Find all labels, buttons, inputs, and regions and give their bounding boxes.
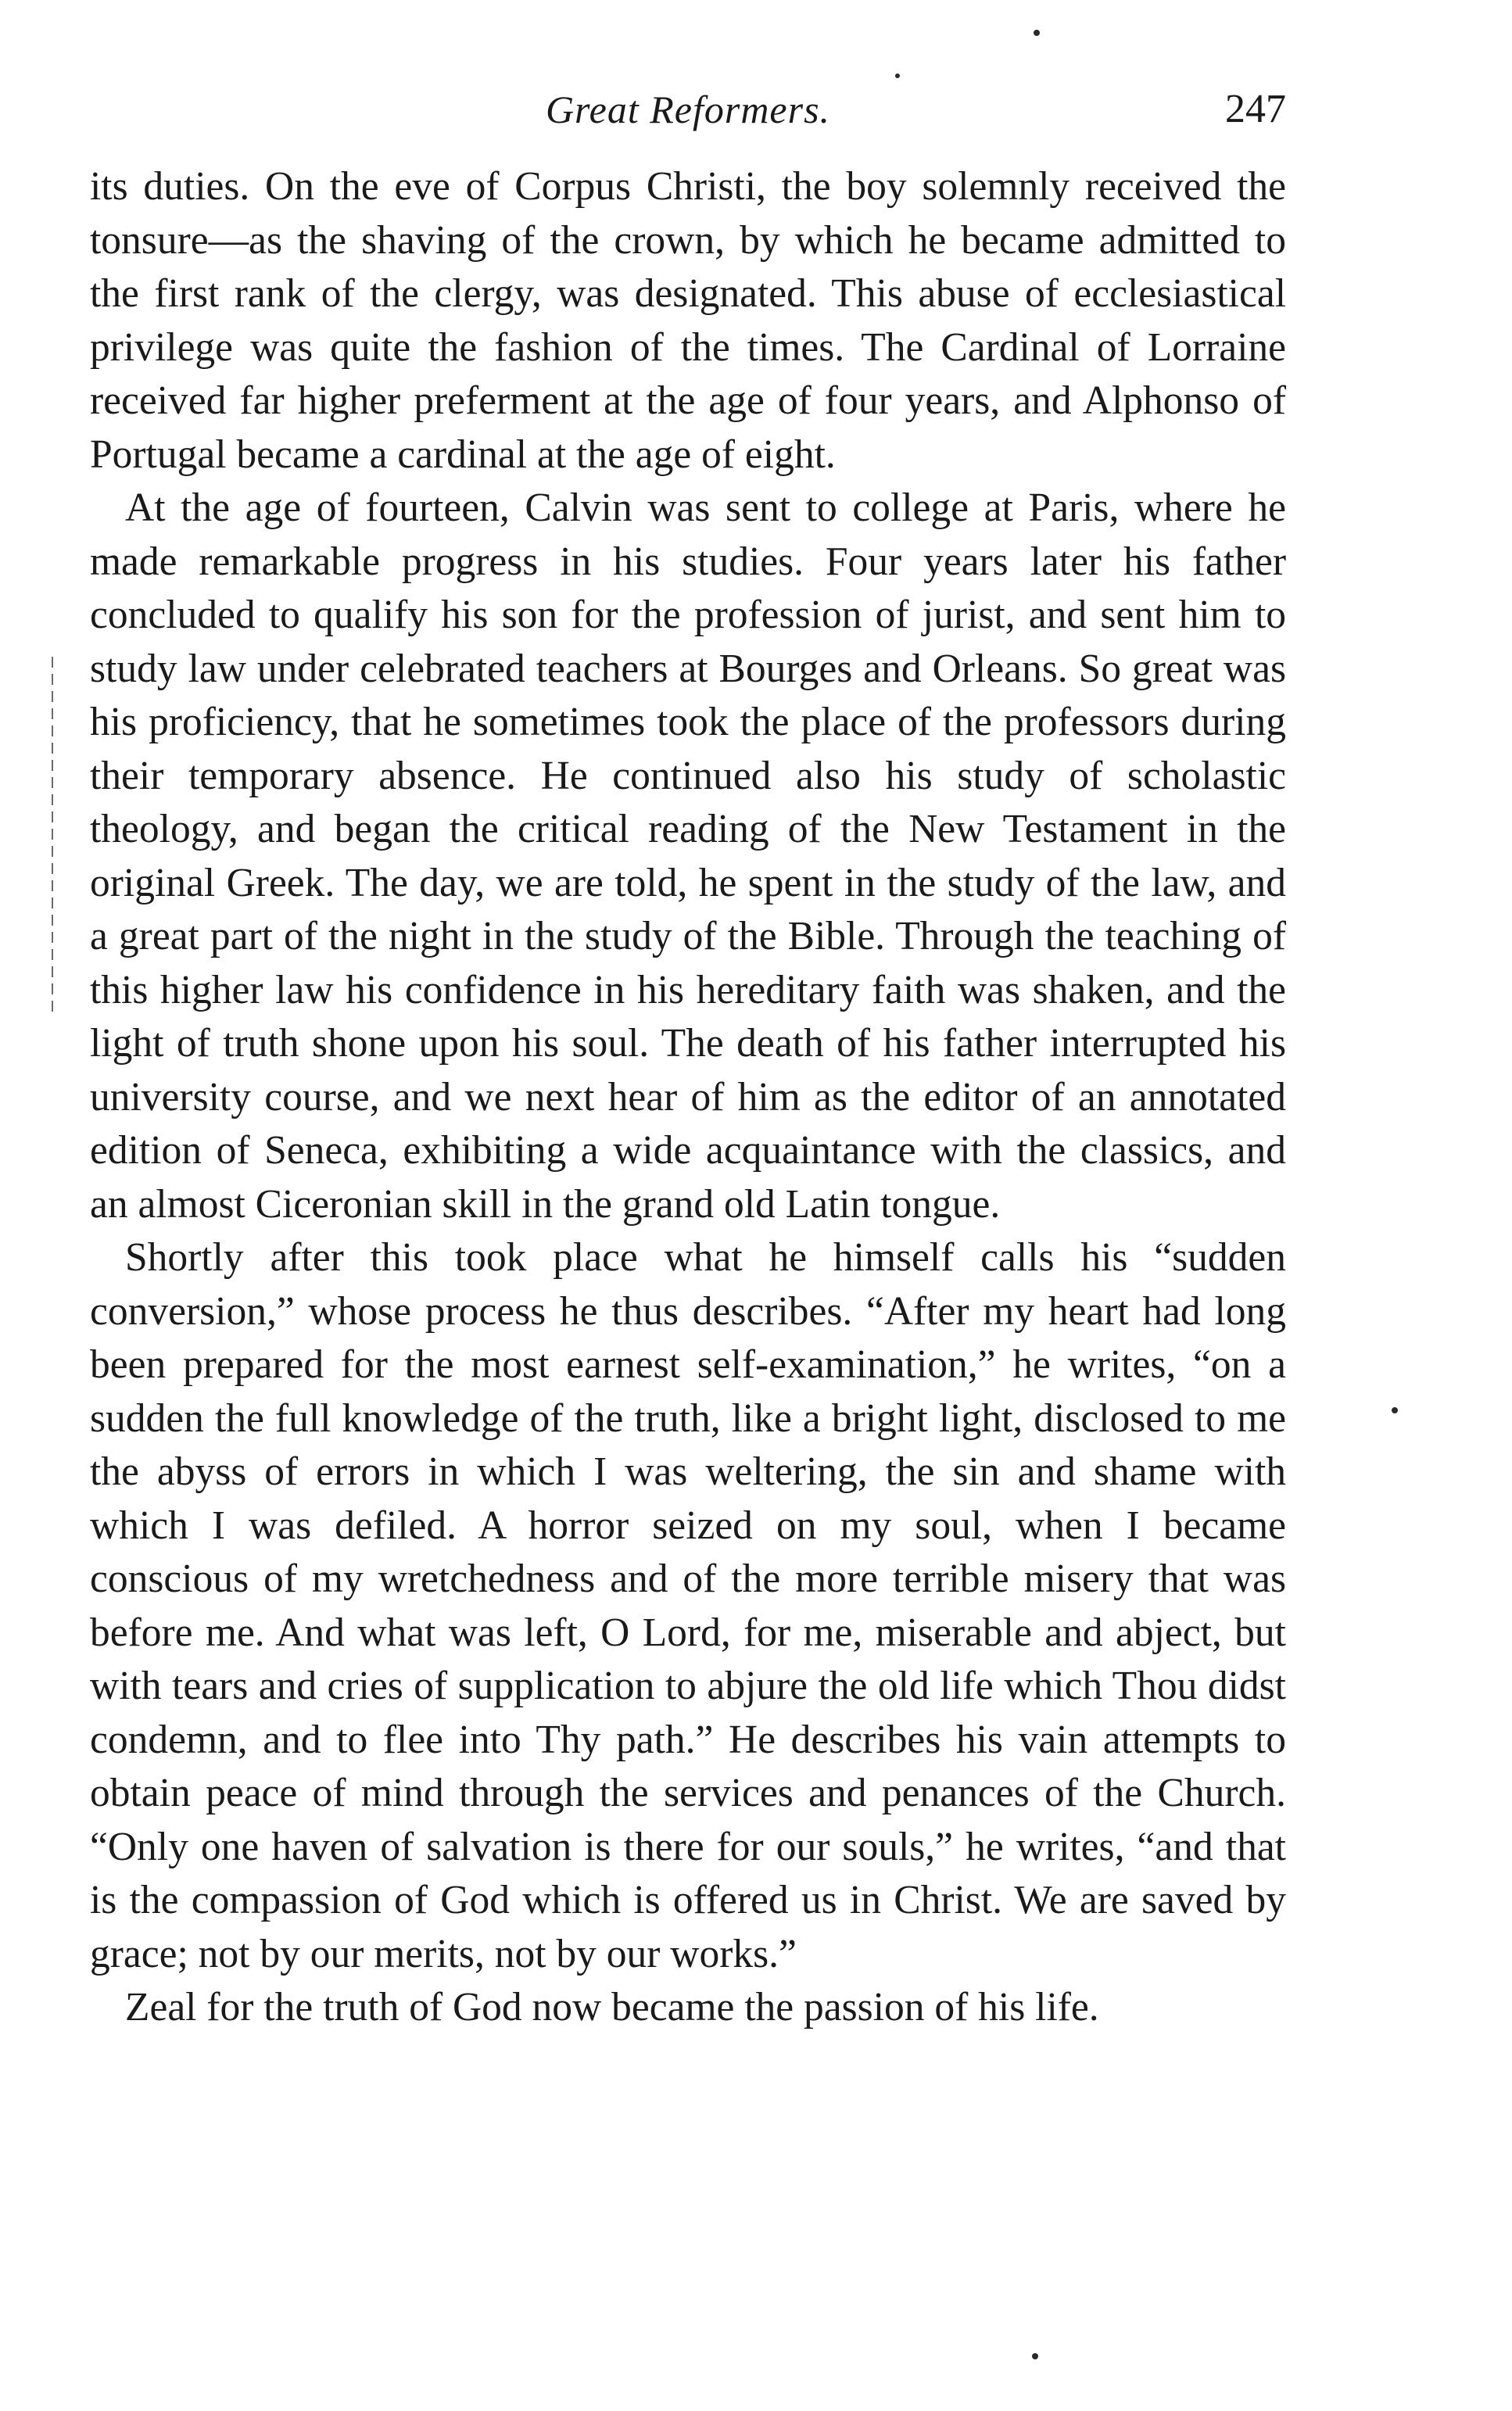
margin-bleed-line	[52, 657, 53, 1016]
scan-speck-header	[895, 73, 900, 78]
scan-speck-margin	[1392, 1407, 1398, 1413]
running-title: Great Reformers.	[545, 88, 831, 131]
page-number: 247	[1225, 87, 1286, 131]
paragraph-4: Zeal for the truth of God now became the passion of his life.	[125, 1985, 1099, 2029]
paragraph-3: Shortly after this took place what he himself calls his “sudden conversion,” whose process he thus describes. “After my heart had long been prepared for the most earnest self-examination,” he writes, “on a sudden the full knowledge of the truth, like a bright light, disclosed to me the abyss of errors in which I was weltering, the sin and shame with which I was defiled. A horror seized on my soul, when I became conscious of my wretchedness and of the more terrible misery that was before me. And what was left, O Lord, for me, miserable and abject, but with tears and cries of supplication to abjure the old life which Thou didst condemn, and to flee into Thy path.” He describes his vain attempts to obtain peace of mind through the services and penances of the Church. “Only one haven of salvation is there for our souls,” he writes, “and that is the compassion of God which is offered us in Christ. We are saved by grace; not by our merits, not by our works.”	[90, 1235, 1286, 1976]
paragraph-1: its duties. On the eve of Corpus Christi, the boy solemnly received the tonsure—as the shaving of the crown, by which he became admitted to the first rank of the clergy, was designated. This abuse of ecclesiastical privilege was quite the fashion of the times. The Cardinal of Lorraine received far higher preferment at the age of four years, and Alphonso of Portugal became a cardinal at the age of eight.	[90, 164, 1286, 477]
body-text	[90, 160, 1286, 2035]
paragraph-2: At the age of fourteen, Calvin was sent to college at Paris, where he made remarkable progress in his studies. Four years later his father concluded to qualify his son for the profession of jurist, and sent him to study law under celebrated teachers at Bourges and Orleans. So great was his proficiency, that he sometimes took the place of the professors during their temporary absence. He continued also his study of scholastic theology, and began the critical reading of the New Testament in the original Greek. The day, we are told, he spent in the study of the law, and a great part of the night in the study of the Bible. Through the teaching of this higher law his confidence in his hereditary faith was shaken, and the light of truth shone upon his soul. The death of his father interrupted his university course, and we next hear of him as the editor of an annotated edition of Seneca, exhibiting a wide acquaintance with the classics, and an almost Ciceronian skill in the grand old Latin tongue.	[90, 485, 1286, 1227]
scan-speck-top	[1034, 30, 1040, 36]
scan-speck-bottom	[1032, 2353, 1038, 2359]
running-header	[90, 78, 1286, 141]
